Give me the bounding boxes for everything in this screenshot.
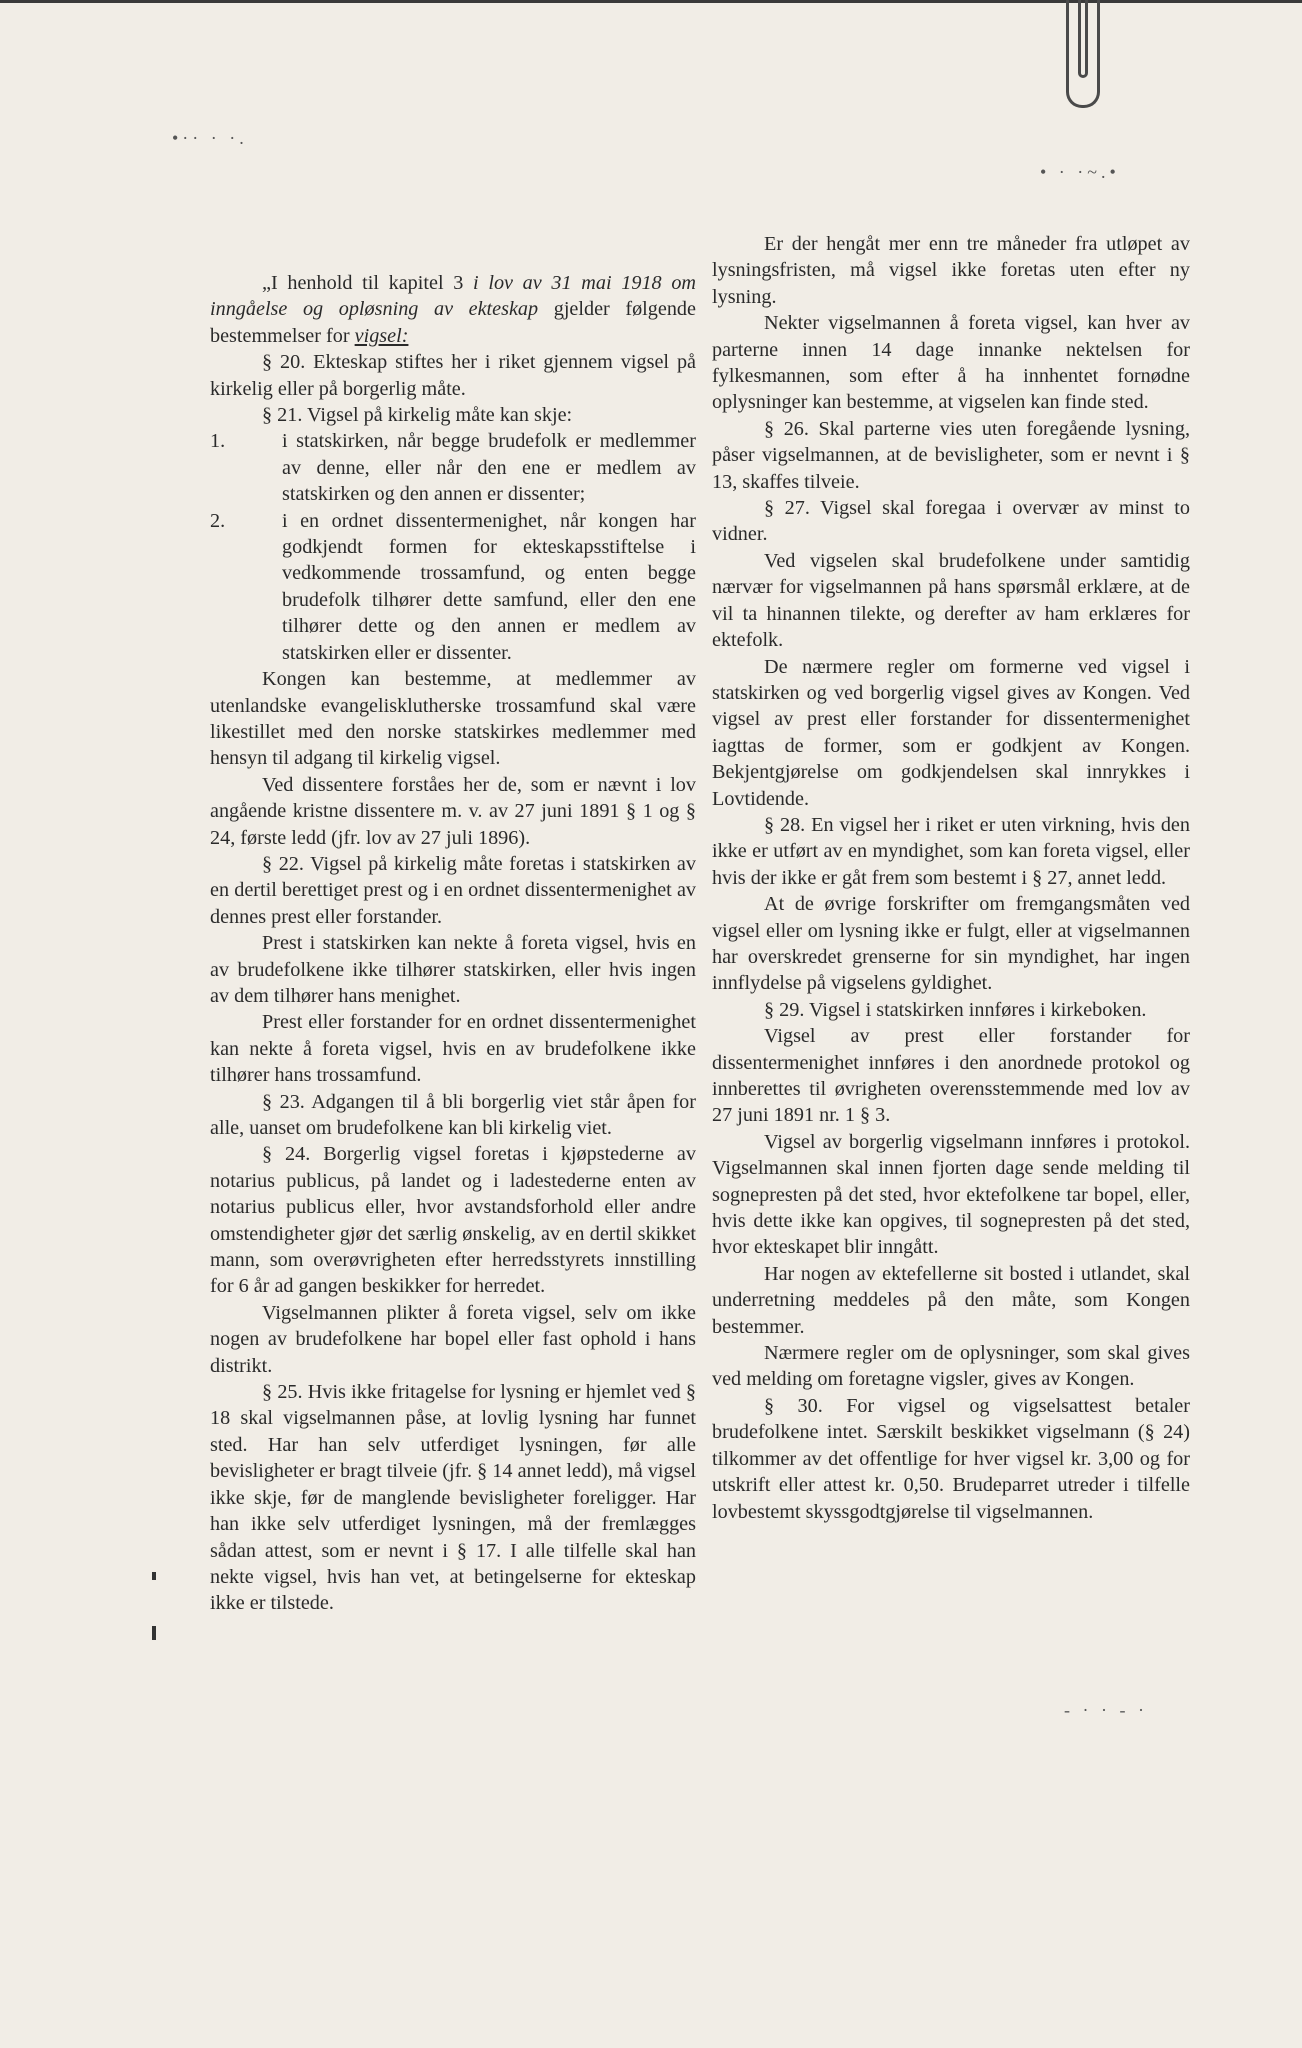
section-24: § 24. Borgerlig vigsel foretas i kjøpstederne av notarius publicus, på landet og i ladestederne enten av notarius publicus eller, hvor avstandsforhold eller andre omstendigheter gjør det særlig ønskelig, av en dertil skikket mann, som overøvrigheten efter herredsstyrets innstilling for 6 år ad gangen beskikker for herredet. <box>210 1143 696 1298</box>
list-number: 1. <box>210 430 226 453</box>
speck-mark: •·· · ·. <box>172 128 248 148</box>
section-28-paragraph: At de øvrige forskrifter om fremgangsmåten ved vigsel eller om lysning ikke er fulgt, eller at vigselmannen har overskredet grenserne for sin myndighet, har ingen innflydelse på vigselens gyldighet. <box>712 893 1190 995</box>
speck-mark: - · · - · <box>1064 1700 1148 1720</box>
section-23: § 23. Adgangen til å bli borgerlig viet står åpen for alle, uanset om brudefolkene kan bli kirkelig viet. <box>210 1090 696 1139</box>
section-27: § 27. Vigsel skal foregaa i overvær av minst to vidner. <box>712 497 1190 546</box>
section-30: § 30. For vigsel og vigselsattest betaler brudefolkene intet. Særskilt beskikket vigselmann (§ 24) tilkommer av det offentlige for hver vigsel kr. 3,00 og for utskrift eller attest kr. 0,50. Brudeparret utreder i tilfelle lovbestemt skyssgodtgjørelse til vigselmannen. <box>712 1394 1190 1523</box>
top-edge-line <box>0 0 1302 3</box>
margin-mark <box>152 1626 156 1640</box>
section-29-paragraph: Vigsel av prest eller forstander for dissentermenighet innføres i den anordnede protokol og innberettes til øvrigheten overensstemmende med lov av 27 juni 1891 nr. 1 § 3. <box>712 1025 1190 1127</box>
section-21: § 21. Vigsel på kirkelig måte kan skje: <box>262 404 573 427</box>
section-29-paragraph: Vigsel av borgerlig vigselmann innføres i protokol. Vigselmannen skal innen fjorten dage sende melding til sognepresten på det sted, hvor ektefolkene tar bopel, eller, hvis dette ikke kan opgives, til sognepresten på det sted, hvor ekteskapet blir inngått. <box>712 1130 1190 1259</box>
section-20: § 20. Ekteskap stiftes her i riket gjennem vigsel på kirkelig eller på borgerlig måte. <box>210 351 696 400</box>
section-24-paragraph: Vigselmannen plikter å foreta vigsel, selv om ikke nogen av brudefolkene har bopel eller fast ophold i hans distrikt. <box>210 1301 696 1377</box>
section-29-paragraph: Har nogen av ektefellerne sit bosted i utlandet, skal underretning meddeles på den måte, som Kongen bestemmer. <box>712 1262 1190 1338</box>
section-21-paragraph: Ved dissentere forståes her de, som er nævnt i lov angående kristne dissentere m. v. av 27 juni 1891 § 1 og § 24, første ledd (jfr. lov av 27 juli 1896). <box>210 773 696 849</box>
section-27-paragraph: De nærmere regler om formerne ved vigsel i statskirken og ved borgerlig vigsel gives av Kongen. Ved vigsel av prest eller forstander for dissentermenighet iagttas de former, som er godkjent av Kongen. Bekjentgjørelse om godkjendelsen skal innrykkes i Lovtidende. <box>712 655 1190 810</box>
intro-paragraph <box>210 270 696 349</box>
section-25-continued: Er der hengåt mer enn tre måneder fra utløpet av lysningsfristen, må vigsel ikke foretas uten efter ny lysning. <box>712 233 1190 308</box>
section-21-paragraph: Kongen kan bestemme, at medlemmer av utenlandske evangelisklutherske trossamfund skal være likestillet med den norske statskirkes medlemmer med hensyn til adgang til kirkelig vigsel. <box>210 668 696 770</box>
right-column <box>712 231 1190 1525</box>
intro-vigsel-heading: vigsel: <box>354 324 409 347</box>
margin-mark <box>152 1572 156 1580</box>
list-item-text: i en ordnet dissentermenighet, når kongen har godkjendt formen for ekteskapsstiftelse i vedkommende trossamfund, og enten begge brudefolk tilhører dette samfund, eller den ene tilhører dette og den annen er medlem av statskirken eller er dissenter. <box>282 509 696 664</box>
list-item <box>210 428 696 507</box>
section-29: § 29. Vigsel i statskirken innføres i kirkeboken. <box>764 998 1147 1021</box>
speck-mark: • · ·~.• <box>1040 162 1120 182</box>
list-number: 2. <box>210 509 226 532</box>
section-21-list <box>210 428 696 666</box>
left-column <box>210 270 696 1617</box>
intro-law-title: i lov av 31 mai 1918 om inngåelse og opløsning av ekteskap <box>210 272 697 321</box>
section-22-paragraph: Prest eller forstander for en ordnet dissentermenighet kan nekte å foreta vigsel, hvis en av brudefolkene ikke tilhører hans trossamfund. <box>210 1011 696 1087</box>
paper-clip-inner-mark <box>1078 0 1088 78</box>
section-25-paragraph: Nekter vigselmannen å foreta vigsel, kan hver av parterne innen 14 dage innanke nektelsen for fylkesmannen, som efter å ha innhentet fornødne oplysninger kan bestemme, at vigselen kan finde sted. <box>712 312 1190 414</box>
section-27-paragraph: Ved vigselen skal brudefolkene under samtidig nærvær for vigselmannen på hans spørsmål erklære, at de vil ta hinannen tilekte, og derefter av ham erklæres for ektefolk. <box>712 549 1190 652</box>
section-28: § 28. En vigsel her i riket er uten virkning, hvis den ikke er utført av en myndighet, som kan foreta vigsel, eller hvis der ikke er gåt frem som bestemt i § 27, annet ledd. <box>712 813 1190 889</box>
section-22-paragraph: Prest i statskirken kan nekte å foreta vigsel, hvis en av brudefolkene ikke tilhører statskirken, eller hvis ingen av dem tilhører hans menighet. <box>210 932 696 1007</box>
section-29-paragraph: Nærmere regler om de oplysninger, som skal gives ved melding om foretagne vigsler, gives av Kongen. <box>712 1342 1190 1391</box>
list-item-text: i statskirken, når begge brudefolk er medlemmer av denne, eller når den ene er medlem av statskirken og den annen er dissenter; <box>282 430 696 506</box>
section-26: § 26. Skal parterne vies uten foregående lysning, påser vigselmannen, at de bevisligheter, som er nevnt i § 13, skaffes tilveie. <box>712 417 1190 493</box>
section-22: § 22. Vigsel på kirkelig måte foretas i statskirken av en dertil berettiget prest og i en ordnet dissentermenighet av dennes prest eller forstander. <box>210 852 696 928</box>
intro-text-2: gjelder følgende bestemmelser for <box>210 298 696 347</box>
list-item <box>210 508 696 666</box>
intro-text: „I henhold til kapitel 3 <box>262 272 474 294</box>
section-25: § 25. Hvis ikke fritagelse for lysning er hjemlet ved § 18 skal vigselmannen påse, at lovlig lysning har funnet sted. Har han selv utferdiget lysningen, før alle bevisligheter er bragt tilveie (jfr. § 14 annet ledd), må vigsel ikke skje, før de manglende bevisligheter foreligger. Har han ikke selv utferdiget lysningen, må der fremlægges sådan attest, som er nevnt i § 17. I alle tilfelle skal han nekte vigsel, hvis han vet, at betingelserne for ekteskap ikke er tilstede. <box>210 1381 696 1615</box>
